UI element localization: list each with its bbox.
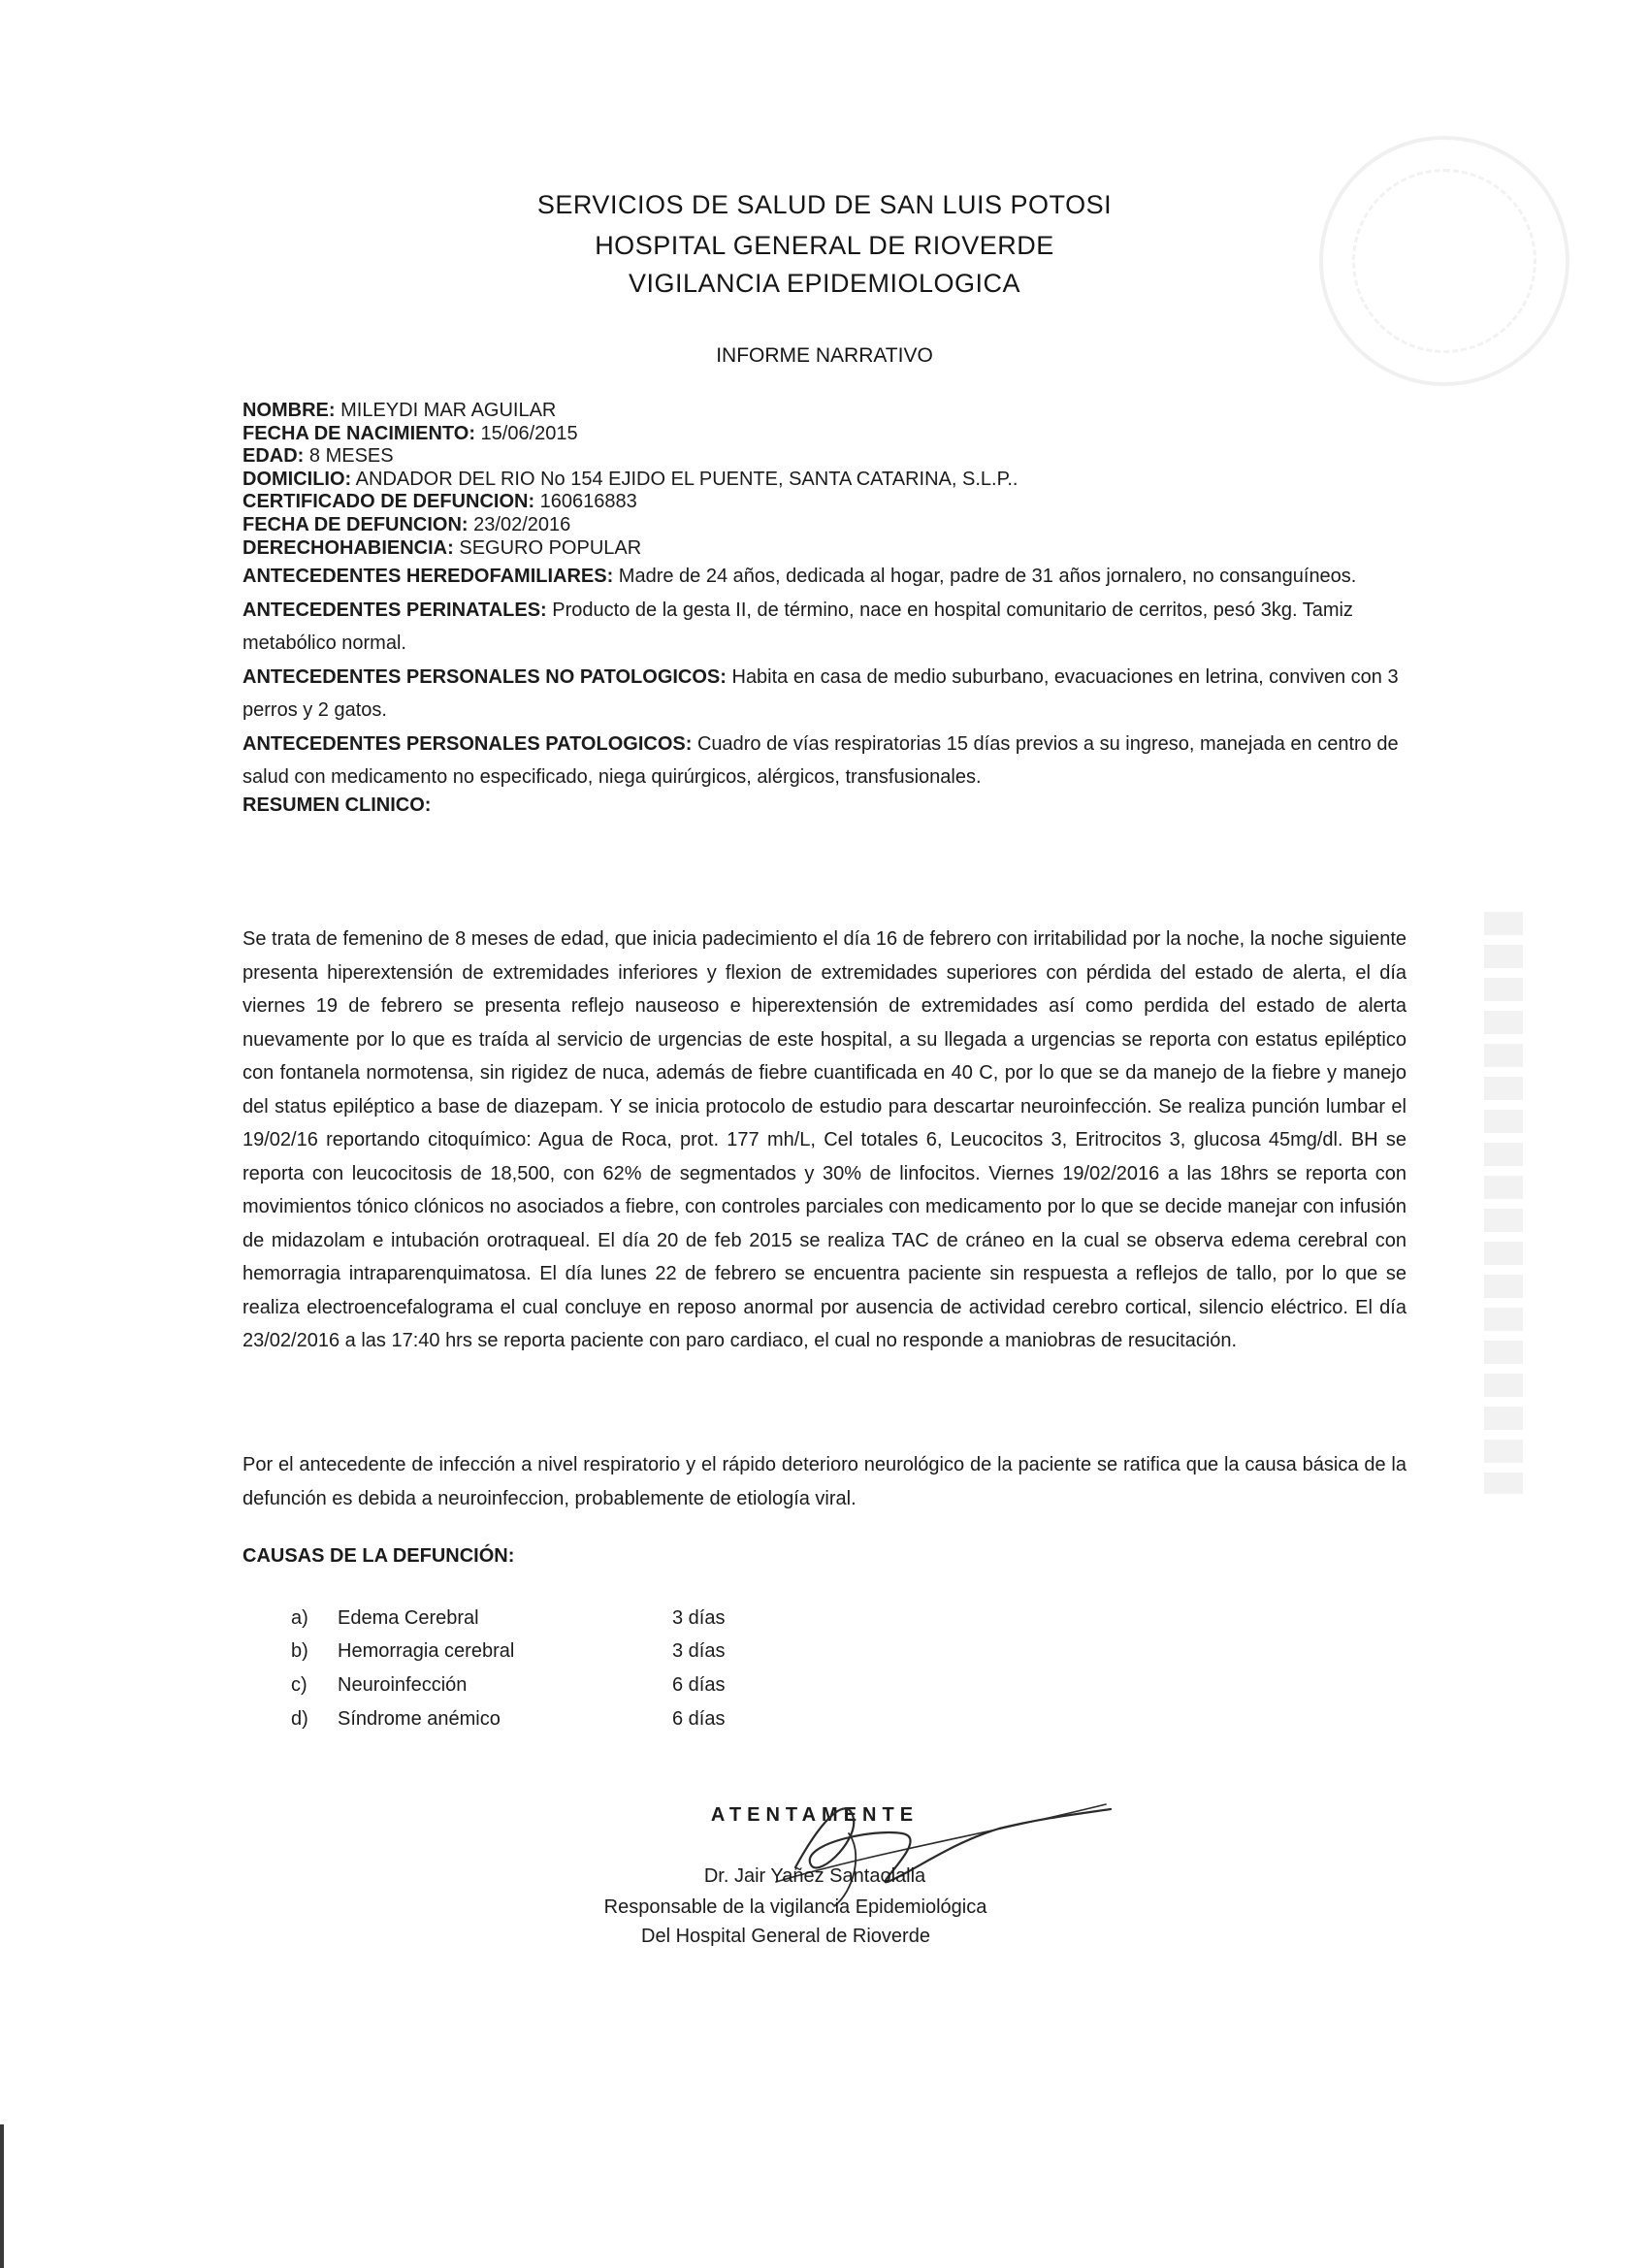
field-label: DERECHOHABIENCIA: xyxy=(242,536,454,559)
field-value: 8 MESES xyxy=(304,445,394,468)
field-label: DOMICILIO: xyxy=(242,468,352,490)
field-label: EDAD: xyxy=(242,445,305,468)
field-value: Producto de la gesta II, de término, nace en hospital comunitario de cerritos, pesó 3kg. Tamiz metabólico normal. xyxy=(242,599,1353,655)
field-fecha-nacimiento xyxy=(242,423,1406,446)
cause-item xyxy=(291,1702,873,1735)
cause-duration: 3 días xyxy=(672,1607,726,1629)
causes-heading: CAUSAS DE LA DEFUNCIÓN: xyxy=(242,1545,515,1567)
field-perinatales xyxy=(242,594,1406,661)
field-label: ANTECEDENTES PERSONALES PATOLOGICOS: xyxy=(242,732,693,755)
cause-item xyxy=(291,1669,873,1701)
cause-name: Edema Cerebral xyxy=(338,1607,479,1629)
cause-name: Neuroinfección xyxy=(338,1674,468,1696)
field-label: CERTIFICADO DE DEFUNCION: xyxy=(242,491,535,513)
cause-letter: c) xyxy=(291,1674,307,1696)
cause-letter: a) xyxy=(291,1607,308,1629)
field-label: ANTECEDENTES HEREDOFAMILIARES: xyxy=(242,566,614,588)
cause-duration: 6 días xyxy=(672,1674,726,1696)
document-title: INFORME NARRATIVO xyxy=(716,344,933,367)
cause-duration: 3 días xyxy=(672,1640,726,1662)
field-value: ANDADOR DEL RIO No 154 EJIDO EL PUENTE, SANTA CATARINA, S.L.P.. xyxy=(351,468,1018,490)
resumen-paragraph: Se trata de femenino de 8 meses de edad, que inicia padecimiento el día 16 de febrero con irritabilidad por la noche, la noche siguiente presenta hiperextensión de extremidades inferiores y flexion de extremidades superiores con pérdida del estado de alerta, el día viernes 19 de febrero se presenta reflejo nauseoso e hiperextensión de extremidades así como perdida del estado de alerta nuevamente por lo que es traída al servicio de urgencias de este hospital, a su llegada a urgencias se reporta con estatus epiléptico con fontanela normotensa, sin rigidez de nuca, además de fiebre cuantificada en 40 C, por lo que se da manejo de la fiebre y manejo del status epiléptico a base de diazepam. Y se inicia protocolo de estudio para descartar neuroinfección. Se realiza punción lumbar el 19/02/16 reportando citoquímico: Agua de Roca, prot. 177 mh/L, Cel totales 6, Leucocitos 3, Eritrocitos 3, glucosa 45mg/dl. BH se reporta con leucocitosis de 18,500, con 62% de segmentados y 30% de linfocitos. Viernes 19/02/2016 a las 18hrs se reporta con movimientos tónico clónicos no asociados a fiebre, con controles parciales con medicamento por lo que se decide manejar con infusión de midazolam e intubación orotraqueal. El día 20 de feb 2015 se realiza TAC de cráneo en la cual se observa edema cerebral con hemorragia intraparenquimatosa. El día lunes 22 de febrero se encuentra paciente sin respuesta a reflejos de tallo, por lo que se realiza electroencefalograma el cual concluye en reposo anormal por ausencia de actividad cerebro cortical, silencio eléctrico. El día 23/02/2016 a las 17:40 hrs se reporta paciente con paro cardiaco, el cual no responde a maniobras de resucitación. xyxy=(242,928,1406,1351)
field-edad xyxy=(242,445,1406,469)
field-value: Madre de 24 años, dedicada al hogar, padre de 31 años jornalero, no consanguíneos. xyxy=(613,566,1357,588)
signer-institution: Del Hospital General de Rioverde xyxy=(641,1926,930,1947)
field-fecha-defuncion xyxy=(242,514,1406,537)
field-label: RESUMEN CLINICO: xyxy=(242,794,432,816)
field-derechohabiencia xyxy=(242,537,1406,561)
cause-letter: d) xyxy=(291,1708,308,1730)
field-value: 15/06/2015 xyxy=(475,422,578,444)
field-value: 23/02/2016 xyxy=(468,513,571,535)
scan-edge-mark xyxy=(0,2124,4,2268)
cause-item xyxy=(291,1602,873,1635)
field-label: NOMBRE: xyxy=(242,400,336,421)
field-value: Habita en casa de medio suburbano, evacuaciones en letrina, conviven con 3 perros y 2 gatos. xyxy=(242,665,1399,722)
field-no-patologicos xyxy=(242,661,1406,728)
field-resumen-clinico xyxy=(242,794,1406,818)
field-nombre xyxy=(242,400,1406,423)
field-value: Cuadro de vías respiratorias 15 días previos a su ingreso, manejada en centro de salud con medicamento no especificado, niega quirúrgicos, alérgicos, transfusionales. xyxy=(242,732,1399,789)
patient-fields xyxy=(242,400,1406,817)
field-value: SEGURO POPULAR xyxy=(453,536,642,559)
field-patologicos xyxy=(242,728,1406,794)
header-line-3: VIGILANCIA EPIDEMIOLOGICA xyxy=(628,269,1021,298)
field-value: 160616883 xyxy=(534,491,637,513)
field-label: FECHA DE NACIMIENTO: xyxy=(242,422,475,444)
cause-name: Hemorragia cerebral xyxy=(338,1640,515,1662)
signer-position: Responsable de la vigilancia Epidemiológica xyxy=(603,1896,987,1918)
cause-name: Síndrome anémico xyxy=(338,1708,501,1730)
cause-duration: 6 días xyxy=(672,1708,726,1730)
cause-item xyxy=(291,1635,873,1668)
field-certificado xyxy=(242,491,1406,514)
header-line-2: HOSPITAL GENERAL DE RIOVERDE xyxy=(595,231,1054,260)
atentamente-label: ATENTAMENTE xyxy=(710,1804,920,1826)
field-label: ANTECEDENTES PERSONALES NO PATOLOGICOS: xyxy=(242,665,727,688)
field-label: FECHA DE DEFUNCION: xyxy=(242,513,469,535)
field-value: MILEYDI MAR AGUILAR xyxy=(335,400,557,421)
signer-name: Dr. Jair Yañez Santaolalla xyxy=(703,1865,926,1887)
cause-letter: b) xyxy=(291,1640,308,1662)
conclusion-paragraph: Por el antecedente de infección a nivel respiratorio y el rápido deterioro neurológico de la paciente se ratifica que la causa básica de la defunción es debida a neuroinfeccion, probablemente de etiología viral. xyxy=(242,1454,1406,1509)
field-heredofamiliares xyxy=(242,560,1406,594)
field-label: ANTECEDENTES PERINATALES: xyxy=(242,599,547,621)
ghost-vertical-text xyxy=(1484,912,1523,1494)
header-line-1: SERVICIOS DE SALUD DE SAN LUIS POTOSI xyxy=(536,190,1113,219)
field-domicilio xyxy=(242,469,1406,492)
